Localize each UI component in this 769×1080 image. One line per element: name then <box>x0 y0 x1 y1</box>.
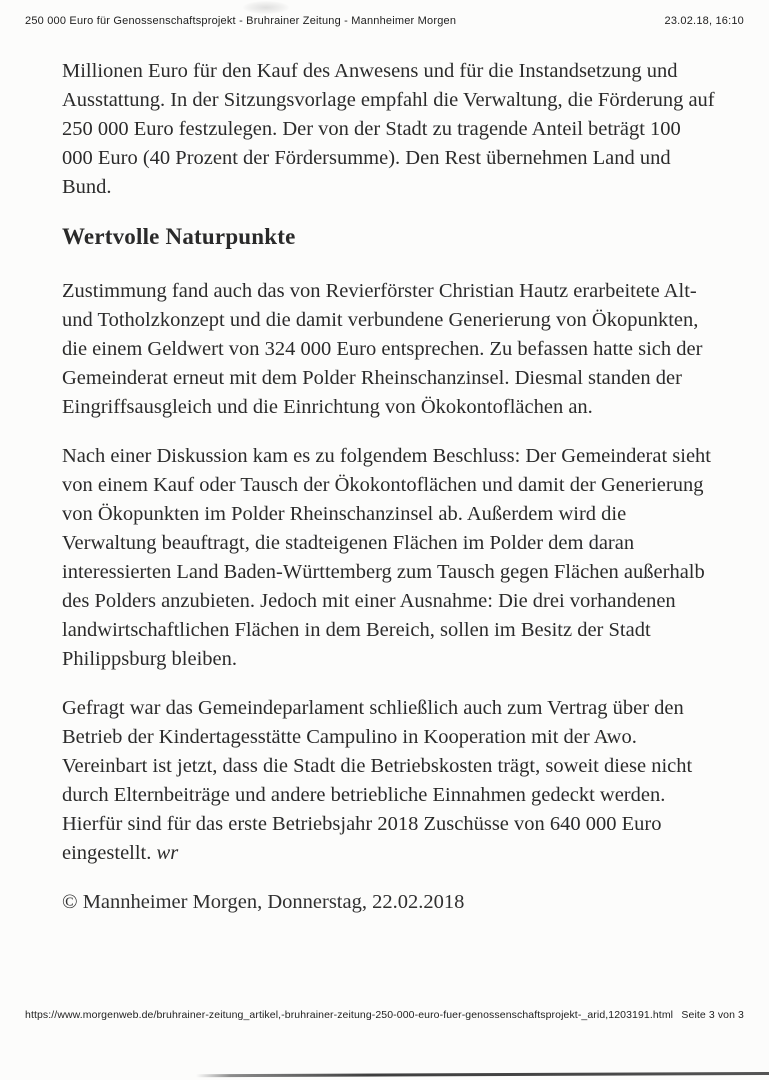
article-paragraph <box>62 694 715 868</box>
footer-url: https://www.morgenweb.de/bruhrainer-zeitung_artikel,-bruhrainer-zeitung-250-000-euro-fuer-genossenschaftsprojekt-_arid,1203191.html <box>25 1009 674 1021</box>
author-initials: wr <box>156 842 179 864</box>
article-paragraph-text: Gefragt war das Gemeindeparlament schließlich auch zum Vertrag über den Betrieb der Kindertagesstätte Campulino in Kooperation mit der Awo. Vereinbart ist jetzt, dass die Stadt die Betriebskosten trägt, soweit diese nicht durch Elternbeiträge und andere betriebliche Einnahmen gedeckt werden. Hierfür sind für das erste Betriebsjahr 2018 Zuschüsse von 640 000 Euro eingestellt. <box>62 697 693 864</box>
article-paragraph: Zustimmung fand auch das von Revierförster Christian Hautz erarbeitete Alt- und Totholzkonzept und die damit verbundene Generierung von Ökopunkten, die einem Geldwert von 324 000 Euro entsprechen. Zu befassen hatte sich der Gemeinderat erneut mit dem Polder Rheinschanzinsel. Diesmal standen der Eingriffsausgleich und die Einrichtung von Ökokontoflächen an. <box>62 280 703 418</box>
article-paragraph: Millionen Euro für den Kauf des Anwesens und für die Instandsetzung und Ausstattung. In der Sitzungsvorlage empfahl die Verwaltung, die Förderung auf 250 000 Euro festzulegen. Der von der Stadt zu tragende Anteil beträgt 100 000 Euro (40 Prozent der Fördersumme). Den Rest übernehmen Land und Bund. <box>62 60 715 198</box>
scan-edge-artifact <box>196 1072 769 1077</box>
section-heading: Wertvolle Naturpunkte <box>62 224 296 249</box>
article-paragraph: Nach einer Diskussion kam es zu folgendem Beschluss: Der Gemeinderat sieht von einem Kauf oder Tausch der Ökokontoflächen und damit der Generierung von Ökopunkten im Polder Rheinschanzinsel ab. Außerdem wird die Verwaltung beauftragt, die stadteigenen Flächen im Polder dem daran interessierten Land Baden-Württemberg zum Tausch gegen Flächen außerhalb des Polders anzubieten. Jedoch mit einer Ausnahme: Die drei vorhandenen landwirtschaftlichen Flächen in dem Bereich, sollen im Besitz der Stadt Philippsburg bleiben. <box>62 445 711 670</box>
article-body <box>62 57 715 937</box>
print-footer <box>25 1009 744 1021</box>
header-datetime: 23.02.18, 16:10 <box>664 15 744 27</box>
header-document-title: 250 000 Euro für Genossenschaftsprojekt - Bruhrainer Zeitung - Mannheimer Morgen <box>25 15 457 27</box>
copyright-line: © Mannheimer Morgen, Donnerstag, 22.02.2018 <box>62 891 465 913</box>
print-header <box>25 15 744 27</box>
footer-page-number: Seite 3 von 3 <box>681 1009 744 1021</box>
scan-smudge-artifact <box>243 1 289 14</box>
